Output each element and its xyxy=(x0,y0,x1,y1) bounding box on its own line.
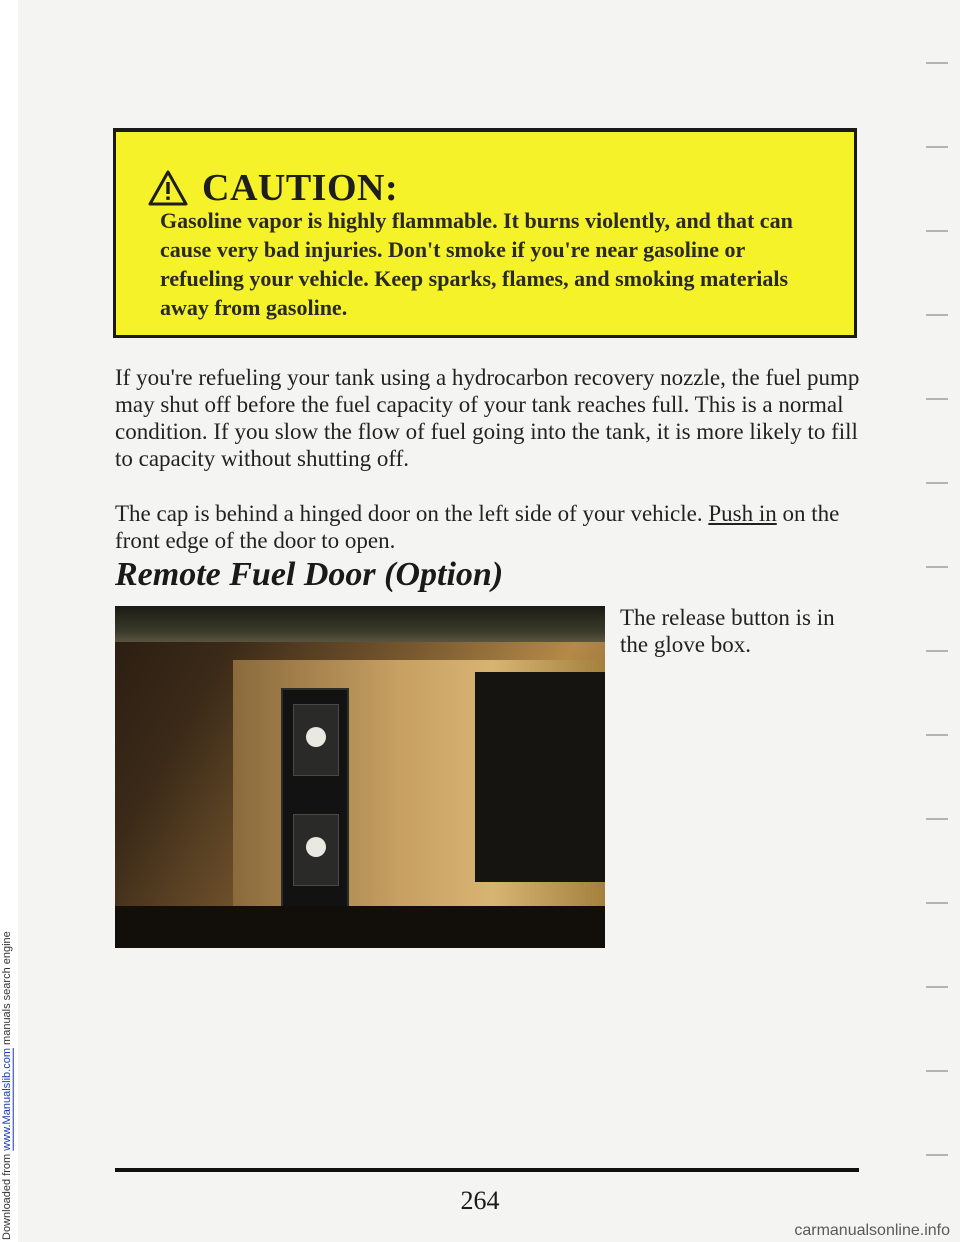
page-number: 264 xyxy=(460,1186,500,1215)
margin-tick xyxy=(926,1154,948,1156)
margin-tick xyxy=(926,62,948,64)
photo-release-switch xyxy=(281,688,349,920)
photo-switch-indicator xyxy=(306,727,326,747)
margin-tick xyxy=(926,230,948,232)
banner-prefix: Downloaded from xyxy=(1,1150,13,1240)
push-in-text: Push in xyxy=(708,501,777,526)
margin-tick xyxy=(926,650,948,652)
margin-tick xyxy=(926,818,948,820)
caution-heading xyxy=(148,166,398,210)
caution-text: Gasoline vapor is highly flammable. It burns violently, and that can cause very bad injuries. Don't smoke if you're near gasoline or refueling your vehicle. Keep sparks, flames, and smoking materials away from gasoline. xyxy=(160,208,793,320)
photo-bottom-shadow xyxy=(115,906,605,948)
photo-glove-box-interior xyxy=(475,672,605,882)
margin-tick xyxy=(926,902,948,904)
margin-tick xyxy=(926,398,948,400)
margin-tick xyxy=(926,482,948,484)
photo-switch-button-upper xyxy=(293,704,339,776)
caution-box xyxy=(113,128,857,338)
glove-box-photo xyxy=(115,606,605,948)
warning-triangle-icon xyxy=(148,170,188,206)
margin-tick xyxy=(926,986,948,988)
manualslib-link[interactable]: www.Manualslib.com xyxy=(1,1048,13,1151)
footer-rule xyxy=(115,1168,859,1172)
margin-tick xyxy=(926,1070,948,1072)
photo-switch-indicator xyxy=(306,837,326,857)
refueling-paragraph: If you're refueling your tank using a hydrocarbon recovery nozzle, the fuel pump may shut off before the fuel capacity of your tank reaches full. This is a normal condition. If you slow the flow of fuel going into the tank, it is more likely to fill to capacity without shutting off. xyxy=(115,365,860,471)
photo-switch-button-lower xyxy=(293,814,339,886)
caution-title: CAUTION: xyxy=(202,167,399,209)
download-banner xyxy=(0,0,14,1240)
fuel-cap-text-end: on the front edge of the door to open. xyxy=(115,501,840,553)
fuel-cap-text-start: The cap is behind a hinged door on the left side of your vehicle. xyxy=(115,501,709,526)
photo-trim xyxy=(115,606,605,642)
margin-tick xyxy=(926,734,948,736)
banner-suffix: manuals search engine xyxy=(1,931,13,1049)
margin-tick xyxy=(926,566,948,568)
section-heading: Remote Fuel Door (Option) xyxy=(115,556,504,593)
margin-tick xyxy=(926,314,948,316)
fuel-cap-paragraph xyxy=(115,500,875,554)
margin-tick xyxy=(926,146,948,148)
margin-tick-marks xyxy=(926,0,956,1242)
site-watermark: carmanualsonline.info xyxy=(794,1222,950,1239)
photo-caption: The release button is in the glove box. xyxy=(620,605,835,657)
